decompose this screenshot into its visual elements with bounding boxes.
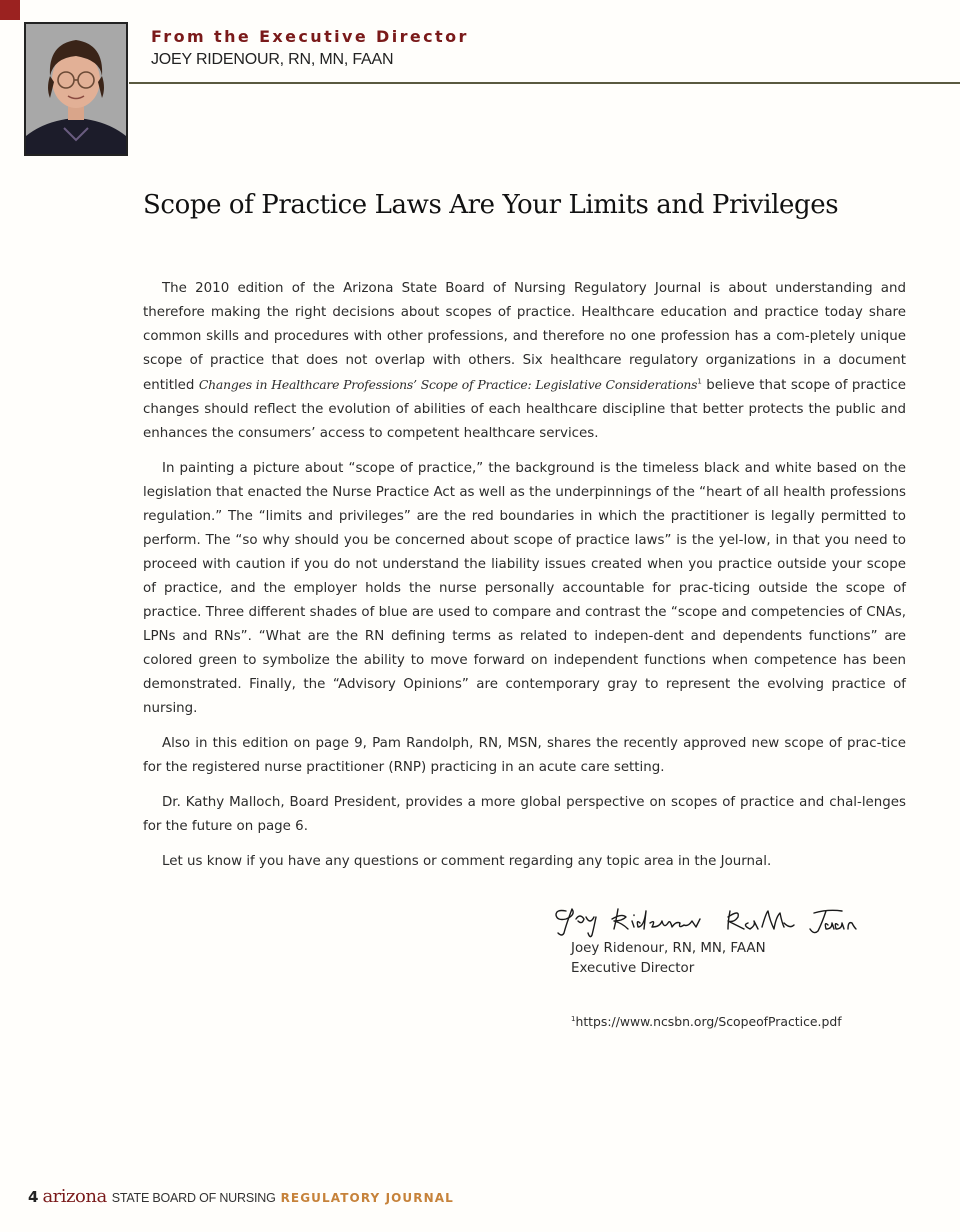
paragraph-2: In painting a picture about “scope of practice,” the background is the timeless black and white based on the legislation that enacted the Nurse Practice Act as well as the underpinnings of the “heart of all health professions regulation.” The “limits and privileges” are the red boundaries in which the practitioner is legally permitted to perform. The “so why should you be concerned about scope of practice laws” is the yel-low, in that you need to proceed with caution if you do not understand the liability issues created when you practice outside your scope of practice, and the employer holds the nurse personally accountable for prac-ticing outside the scope of practice. Three different shades of blue are used to compare and contrast the “scope and competencies of CNAs, LPNs and RNs”. “What are the RN defining terms as related to indepen-dent and dependents functions” are colored green to symbolize the ability to move forward on independent functions when competence has been demonstrated. Finally, the “Advisory Opinions” are contemporary gray to represent the evolving practice of nursing. — [143, 461, 906, 716]
footnote-marker: 1 — [571, 1014, 576, 1023]
author-byline: JOEY RIDENOUR, RN, MN, FAAN — [151, 51, 394, 68]
article-body — [143, 277, 906, 874]
signer-name: Joey Ridenour, RN, MN, FAAN — [571, 941, 766, 956]
org-name: STATE BOARD OF NURSING — [111, 1191, 276, 1205]
footnote — [571, 1014, 842, 1029]
footnote-ref: 1 — [697, 377, 702, 386]
signer-role: Executive Director — [571, 961, 695, 976]
publication-name: REGULATORY JOURNAL — [280, 1191, 454, 1205]
brand-wordmark: arizona — [42, 1186, 107, 1207]
page-footer — [28, 1186, 454, 1207]
section-kicker: From the Executive Director — [151, 27, 469, 46]
paragraph-1-text-a: The 2010 edition of the Arizona State Board of Nursing Regulatory Journal is about understanding and therefore making the right decisions about scopes of practice. Healthcare education and practice today share common skills and procedures with other professions, and therefore no one profession has a com-pletely unique scope of practice that does not overlap with others. Six healthcare regulatory organizations in a document entitled — [143, 281, 906, 393]
page-number: 4 — [28, 1188, 39, 1206]
paragraph-1-text-b: believe that scope of practice changes should reflect the evolution of abilities of each healthcare discipline that better protects the public and enhances the consumers’ access to competent healthcare services. — [143, 378, 906, 441]
footnote-link[interactable]: https://www.ncsbn.org/ScopeofPractice.pdf — [575, 1014, 842, 1029]
paragraph-4: Dr. Kathy Malloch, Board President, provides a more global perspective on scopes of practice and chal-lenges for the future on page 6. — [143, 795, 906, 834]
paragraph-5: Let us know if you have any questions or comment regarding any topic area in the Journal. — [162, 854, 772, 869]
signature-block — [571, 939, 766, 979]
cited-document-title: Changes in Healthcare Professions’ Scope of Practice: Legislative Considerations — [198, 377, 698, 392]
article-title: Scope of Practice Laws Are Your Limits and Privileges — [143, 190, 839, 220]
header-divider — [129, 82, 960, 84]
portrait-image — [26, 24, 126, 154]
author-photo — [24, 22, 128, 156]
paragraph-1 — [143, 277, 906, 446]
corner-accent — [0, 0, 20, 20]
paragraph-3: Also in this edition on page 9, Pam Randolph, RN, MSN, shares the recently approved new scope of prac-tice for the registered nurse practitioner (RNP) practicing in an acute care setting. — [143, 736, 906, 775]
handwritten-signature — [552, 903, 862, 939]
